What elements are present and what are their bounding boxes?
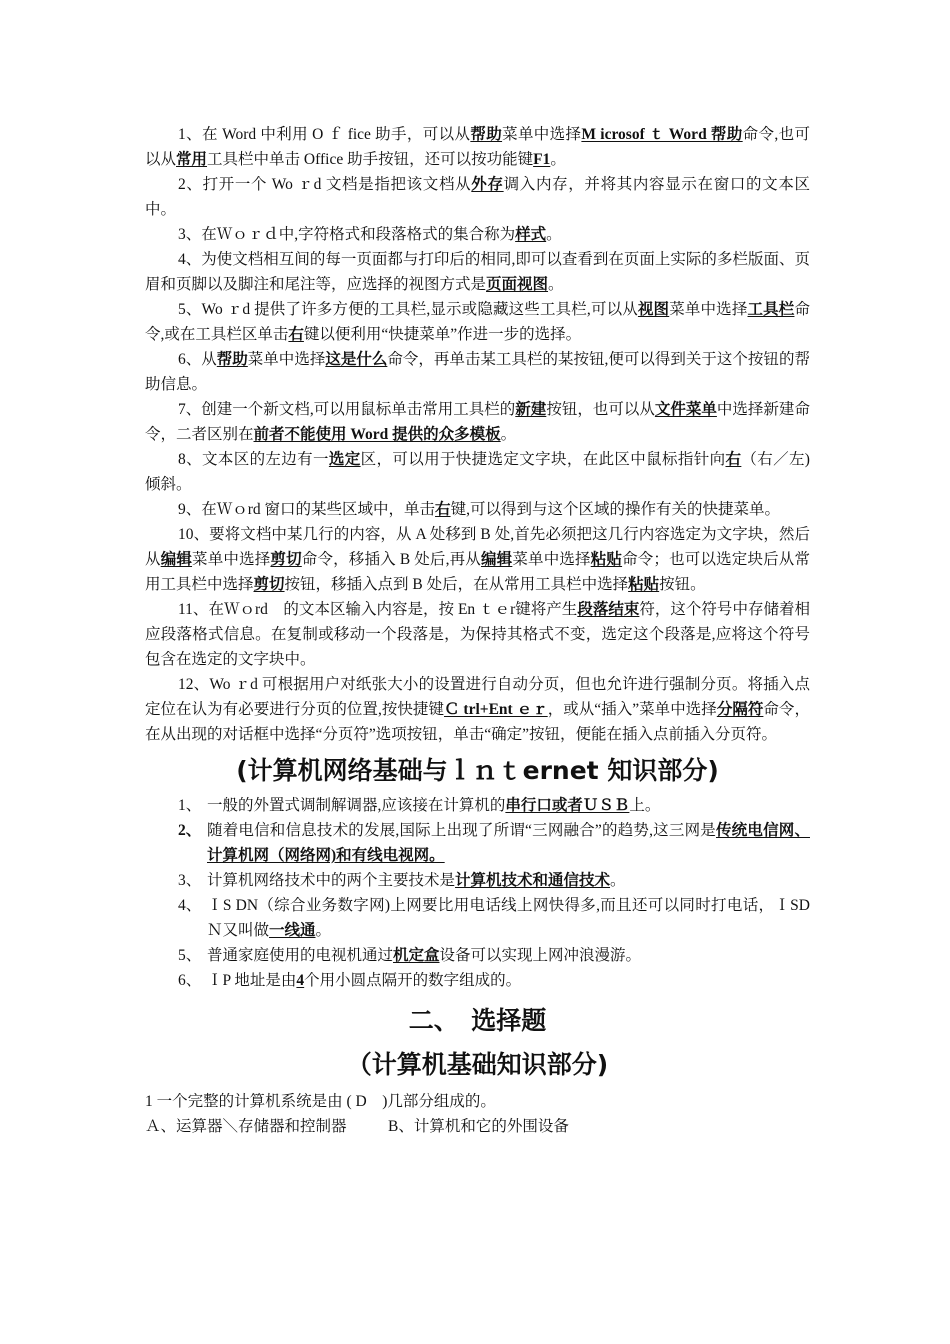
paragraph-item xyxy=(145,247,810,297)
list-number: 3、 xyxy=(178,872,202,889)
text-run: 命令；也可以选定块后从常用工具栏中选择 xyxy=(145,551,810,593)
text-run: 工具栏中单击 Office 助手按钮，还可以按功能键 xyxy=(207,151,534,168)
text-run: 调入内存，并将其内容显示在窗口的文本区中。 xyxy=(145,176,810,218)
text-run: 命令，移插入 B 处后,再从 xyxy=(301,551,481,568)
option-a: Ａ、运算器＼存储器和控制器 xyxy=(145,1118,347,1135)
text-run: 计算机网络技术中的两个主要技术是 xyxy=(207,872,456,889)
answer-text: 新建 xyxy=(515,401,547,418)
answer-text: 传统电信网、计算机网（网络网)和有线电视网。 xyxy=(207,822,810,864)
text-run: 上。 xyxy=(629,797,661,814)
text-run: 9、在Ｗｏrd 窗口的某些区域中，单击 xyxy=(178,501,436,518)
list-text xyxy=(207,793,810,818)
text-run: 命令，在从出现的对话框中选择“分页符”选项按钮，单击“确定”按钮，便能在插入点前插入分页符。 xyxy=(145,701,810,743)
list-text xyxy=(207,968,810,993)
paragraph-item xyxy=(145,172,810,222)
text-run: 键以便利用“快捷菜单”作进一步的选择。 xyxy=(303,326,582,343)
text-run: 按钮，移插入点到 B 处后，在从常用工具栏中选择 xyxy=(284,576,629,593)
list-item xyxy=(145,893,810,943)
text-run: ，或从“插入”菜单中选择 xyxy=(547,701,717,718)
text-run: 命令,或在工具栏区单击 xyxy=(145,301,810,343)
answer-text: 右 xyxy=(725,451,742,468)
answer-text: 分隔符 xyxy=(716,701,764,718)
list-item xyxy=(145,943,810,968)
text-run: 6、从 xyxy=(178,351,217,368)
text-run: 。 xyxy=(610,872,626,889)
internet-question-list xyxy=(145,793,810,993)
paragraph-item xyxy=(145,297,810,347)
text-run: 菜单中选择 xyxy=(669,301,748,318)
section-subheading-basics: （计算机基础知识部分) xyxy=(346,1050,609,1079)
paragraph-item xyxy=(145,222,810,247)
option-b: B、计算机和它的外围设备 xyxy=(388,1118,569,1135)
answer-text: 工具栏 xyxy=(747,301,795,318)
text-run: 键,可以得到与这个区域的操作有关的快捷菜单。 xyxy=(450,501,780,518)
answer-text: 编辑 xyxy=(480,551,513,568)
text-run: 菜单中选择 xyxy=(512,551,591,568)
text-run: 2、打开一个 Wo ｒd 文档是指把该文档从 xyxy=(178,176,472,193)
answer-text: 样式 xyxy=(515,226,547,243)
paragraph-item xyxy=(145,347,810,397)
text-run: 个用小圆点隔开的数字组成的。 xyxy=(304,972,522,989)
answer-text: 粘贴 xyxy=(628,576,660,593)
answer-text: 粘贴 xyxy=(590,551,623,568)
text-run: （右／左)倾斜。 xyxy=(145,451,810,493)
list-item xyxy=(145,818,810,868)
paragraph-item xyxy=(145,522,810,597)
answer-text: 编辑 xyxy=(160,551,193,568)
text-run: 。 xyxy=(315,922,332,939)
text-run: 。 xyxy=(546,226,562,243)
paragraph-item xyxy=(145,497,810,522)
answer-text: 串行口或者ＵＳＢ xyxy=(505,797,630,814)
answer-text: 文件菜单 xyxy=(654,401,717,418)
answer-text: 右 xyxy=(288,326,304,343)
text-run: 随着电信和信息技术的发展,国际上出现了所谓“三网融合”的趋势,这三网是 xyxy=(207,822,716,839)
question-1-options xyxy=(145,1114,810,1139)
text-run: 7、创建一个新文档,可以用鼠标单击常用工具栏的 xyxy=(178,401,516,418)
text-run: 5、Wo ｒd 提供了许多方便的工具栏,显示或隐藏这些工具栏,可以从 xyxy=(178,301,638,318)
answer-text: 页面视图 xyxy=(486,276,549,293)
answer-text: 视图 xyxy=(637,301,670,318)
text-run: 12、Wo ｒd 可根据用户对纸张大小的设置进行自动分页，但也允许进行强制分页。将插入点定位在认为有必要进行分页的位置,按快捷键 xyxy=(145,676,810,718)
answer-text: 外存 xyxy=(471,176,504,193)
answer-text: 剪切 xyxy=(253,576,285,593)
text-run: 命令,也可以从 xyxy=(145,126,810,168)
answer-text: 计算机技术和通信技术 xyxy=(455,872,611,889)
text-run: 按钮，也可以从 xyxy=(546,401,655,418)
text-run: 中选择新建命令，二者区别在 xyxy=(145,401,810,443)
answer-text: 常用 xyxy=(176,151,208,168)
answer-text: F1 xyxy=(533,151,551,168)
text-run: 。 xyxy=(550,151,566,168)
answer-text: 前者不能使用 Word 提供的众多模板 xyxy=(253,426,501,443)
question-1: 1 一个完整的计算机系统是由 ( D )几部分组成的。 xyxy=(145,1093,496,1110)
text-run: 菜单中选择 xyxy=(192,551,271,568)
text-run: 命令，再单击某工具栏的某按钮,便可以得到关于这个按钮的帮助信息。 xyxy=(145,351,810,393)
section-heading-choice: 二、 选择题 xyxy=(408,1006,547,1035)
text-run: 菜单中选择 xyxy=(247,351,326,368)
answer-text: 选定 xyxy=(328,451,361,468)
text-run: 普通家庭使用的电视机通过 xyxy=(207,947,394,964)
text-run: 4、为使文档相互间的每一页面都与打印后的相同,即可以查看到在页面上实际的多栏版面、页眉和页脚以及脚注和尾注等，应选择的视图方式是 xyxy=(145,251,810,293)
answer-text: 右 xyxy=(435,501,451,518)
text-run: ＩP 地址是由 xyxy=(207,972,297,989)
answer-text: 机定盒 xyxy=(393,947,440,964)
section-heading-internet: (计算机网络基础与ｌｎｔernet 知识部分) xyxy=(236,756,719,785)
text-run: 一般的外置式调制解调器,应该接在计算机的 xyxy=(207,797,506,814)
list-number: 2、 xyxy=(178,822,202,839)
answer-text: 这是什么 xyxy=(325,351,388,368)
list-item xyxy=(145,968,810,993)
answer-text: 4 xyxy=(296,972,305,989)
document-body xyxy=(145,122,810,1139)
paragraph-item xyxy=(145,397,810,447)
answer-text: 帮助 xyxy=(470,126,503,143)
text-run: 按钮。 xyxy=(659,576,706,593)
answer-text: 段落结束 xyxy=(577,601,640,618)
list-text xyxy=(207,893,810,943)
list-text xyxy=(207,818,810,868)
text-run: 。 xyxy=(548,276,564,293)
paragraph-item xyxy=(145,597,810,672)
text-run: 1、在 Word 中利用 O ｆ fice 助手，可以从 xyxy=(178,126,471,143)
text-run: 符，这个符号中存储着相应段落格式信息。在复制或移动一个段落是，为保持其格式不变，选定这个段落是,应将这个符号包含在选定的文字块中。 xyxy=(145,601,810,668)
text-run: 3、在Ｗｏｒｄ中,字符格式和段落格式的集合称为 xyxy=(178,226,516,243)
fill-in-answers xyxy=(145,122,810,747)
text-run: 11、在Ｗｏrd 的文本区输入内容是，按 En ｔｅr键将产生 xyxy=(178,601,578,618)
text-run: ＩS DN（综合业务数字网)上网要比用电话线上网快得多,而且还可以同时打电话，ＩSD Ｎ又叫做 xyxy=(207,897,810,939)
answer-text: 帮助 xyxy=(216,351,248,368)
list-number: 1、 xyxy=(178,797,202,814)
answer-text: 一线通 xyxy=(269,922,316,939)
list-item xyxy=(145,868,810,893)
answer-text: M icrosof ｔ Word 帮助 xyxy=(581,126,743,143)
list-number: 5、 xyxy=(178,947,202,964)
text-run: 区，可以用于快捷选定文字块，在此区中鼠标指针向 xyxy=(360,451,726,468)
text-run: 设备可以实现上网冲浪漫游。 xyxy=(439,947,642,964)
text-run: 。 xyxy=(500,426,517,443)
text-run: 菜单中选择 xyxy=(502,126,582,143)
list-text xyxy=(207,943,810,968)
list-item xyxy=(145,793,810,818)
paragraph-item xyxy=(145,122,810,172)
list-number: 4、 xyxy=(178,897,202,914)
paragraph-item xyxy=(145,672,810,747)
paragraph-item xyxy=(145,447,810,497)
text-run: 8、文本区的左边有一 xyxy=(178,451,329,468)
answer-text: 剪切 xyxy=(270,551,302,568)
answer-text: Ｃ trl+Ent ｅｒ xyxy=(443,701,548,718)
list-number: 6、 xyxy=(178,972,202,989)
text-run: 10、要将文档中某几行的内容，从 A 处移到 B 处,首先必须把这几行内容选定为文字块，然后从 xyxy=(145,526,810,568)
list-text xyxy=(207,868,810,893)
